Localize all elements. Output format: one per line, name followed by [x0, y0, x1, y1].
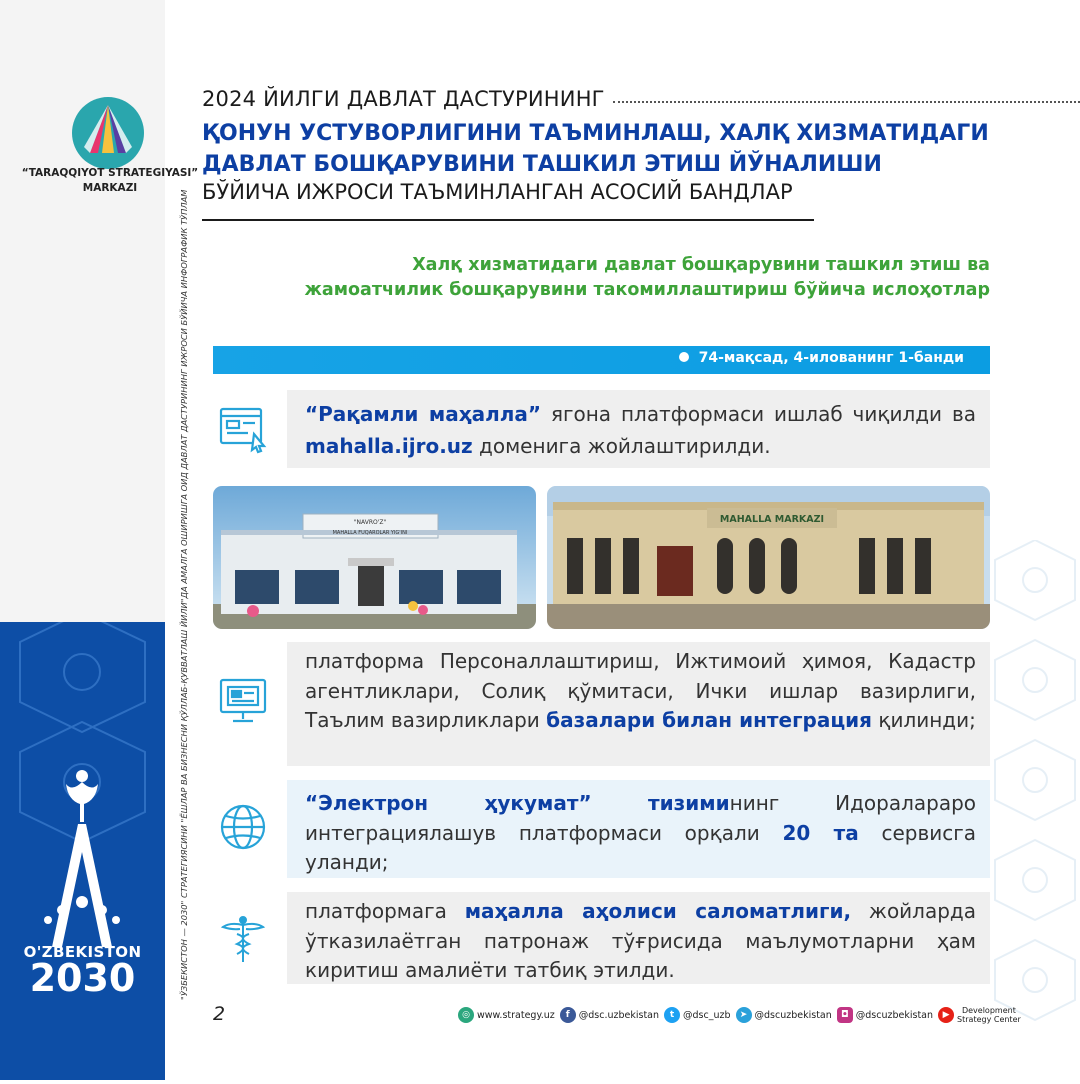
logo-caption-line1: “TARAQQIYOT STRATEGIYASI”	[21, 167, 199, 179]
header-underline	[202, 219, 814, 221]
brand-label: O'ZBEKISTON	[23, 943, 142, 961]
item2-bold: базалари билан интеграция	[546, 708, 873, 732]
twitter-icon: t	[664, 1007, 680, 1023]
item3-text1: нинг Идоралараро интеграциялашув платформаси орқали	[305, 791, 977, 845]
twitter-link[interactable]: @dsc_uzb	[683, 1009, 731, 1021]
logo-caption-line2: MARKAZI	[82, 182, 138, 194]
item3-text2: сервисга уланди;	[305, 820, 977, 874]
dotted-rule	[613, 101, 1080, 103]
header-title	[202, 118, 989, 180]
strategy-center-logo	[70, 95, 146, 171]
item3-bold2: 20 та	[782, 820, 859, 845]
computer-monitor-icon	[218, 676, 268, 726]
header-line1: 2024 ЙИЛГИ ДАВЛАТ ДАСТУРИНИНГ	[202, 87, 605, 111]
footer-social	[458, 1004, 1021, 1026]
item1-bold-title: “Рақамли маҳалла”	[305, 402, 542, 426]
instagram-icon: ◘	[837, 1007, 853, 1023]
item3-bold1: “Электрон ҳукумат” тизими	[305, 791, 730, 815]
navroz-sign-bottom: MAHALLA FUQAROLAR YIG'INI	[332, 530, 408, 536]
item-card-4	[287, 892, 990, 984]
web-form-icon	[218, 404, 268, 454]
facebook-icon: f	[560, 1007, 576, 1023]
uzbekistan-2030-emblem	[0, 762, 165, 962]
youtube-icon: ▶	[938, 1007, 954, 1023]
item-card-2	[287, 642, 990, 766]
section-bar	[213, 346, 990, 374]
item2-text2: қилинди;	[872, 708, 976, 732]
header-line3: ДАВЛАТ БОШҚАРУВИНИ ТАШКИЛ ЭТИШ ЙЎНАЛИШИ	[202, 152, 882, 177]
item1-text2: доменига жойлаштирилди.	[472, 434, 771, 458]
photo-mahalla-markazi	[547, 486, 990, 629]
caduceus-icon	[218, 914, 268, 964]
logo-caption	[0, 166, 220, 196]
youtube-line2: Strategy Center	[957, 1015, 1021, 1024]
telegram-link[interactable]: @dscuzbekistan	[754, 1009, 832, 1021]
page-number: 2	[213, 1003, 226, 1025]
navroz-sign-top: "NAVRO'Z"	[353, 519, 387, 526]
item2-text1: платформа Персоналлаштириш, Ижтимоий ҳимоя, Кадастр агентликлари, Солиқ қўмитаси, Ички ишлар вазирлиги, Таълим вазирликлари	[305, 649, 976, 732]
item1-text1: ягона платформаси ишлаб чиқилди ва	[541, 402, 976, 426]
youtube-line1: Development	[961, 1006, 1016, 1015]
item4-text1: платформага	[305, 899, 465, 923]
item4-text2: жойларда ўтказилаётган патронаж тўғрисида маълумотларни ҳам киритиш амалиёти татбиқ этилди.	[305, 899, 976, 982]
telegram-icon: ➤	[736, 1007, 752, 1023]
bullet-dot	[679, 352, 689, 362]
website-link[interactable]: www.strategy.uz	[477, 1009, 555, 1021]
item-card-3	[287, 780, 990, 878]
instagram-link[interactable]: @dscuzbekistan	[855, 1009, 934, 1021]
brand-panel	[0, 622, 165, 1080]
section-subtitle	[304, 253, 990, 303]
item-card-1	[287, 390, 990, 468]
brand-year: 2030	[29, 956, 136, 1000]
item4-bold: маҳалла аҳолиси саломатлиги,	[464, 899, 852, 923]
item1-domain: mahalla.ijro.uz	[305, 434, 473, 458]
subtitle-line1: Халқ хизматидаги давлат бошқарувини ташкил этиш ва	[412, 255, 990, 275]
header-line2: ҚОНУН УСТУВОРЛИГИНИ ТАЪМИНЛАШ, ХАЛҚ ХИЗМАТИДАГИ	[202, 121, 989, 146]
vertical-caption: "ЎЗБЕКИСТОН — 2030" СТРАТЕГИЯСИНИ "ЁШЛАР ВА БИЗНЕСНИ ҚЎЛЛАБ-ҚУВВАТЛАШ ЙИЛИ"ДА АМАЛГА ОШИРИШГА ОИД ДАВЛАТ ДАСТУРИНИНГ ИЖРОСИ БЎЙИЧА ИНФОГРАФИК ТЎПЛАМ	[179, 189, 189, 1000]
mahalla-markazi-sign: MAHALLA MARKAZI	[719, 514, 825, 525]
decorative-pattern	[985, 540, 1080, 1080]
globe-icon: ◎	[458, 1007, 474, 1023]
section-bar-label	[679, 350, 964, 366]
section-bar-text: 74-мақсад, 4-иловaнинг 1-банди	[698, 350, 964, 366]
photo-navroz-mahalla	[213, 486, 536, 629]
youtube-channel[interactable]	[957, 1006, 1021, 1024]
header-line4: БЎЙИЧА ИЖРОСИ ТАЪМИНЛАНГАН АСОСИЙ БАНДЛАР	[202, 180, 793, 204]
globe-icon	[218, 802, 268, 852]
subtitle-line2: жамоатчилик бошқарувини такомиллаштириш бўйича ислоҳотлар	[304, 280, 990, 300]
facebook-link[interactable]: @dsc.uzbekistan	[578, 1009, 660, 1021]
